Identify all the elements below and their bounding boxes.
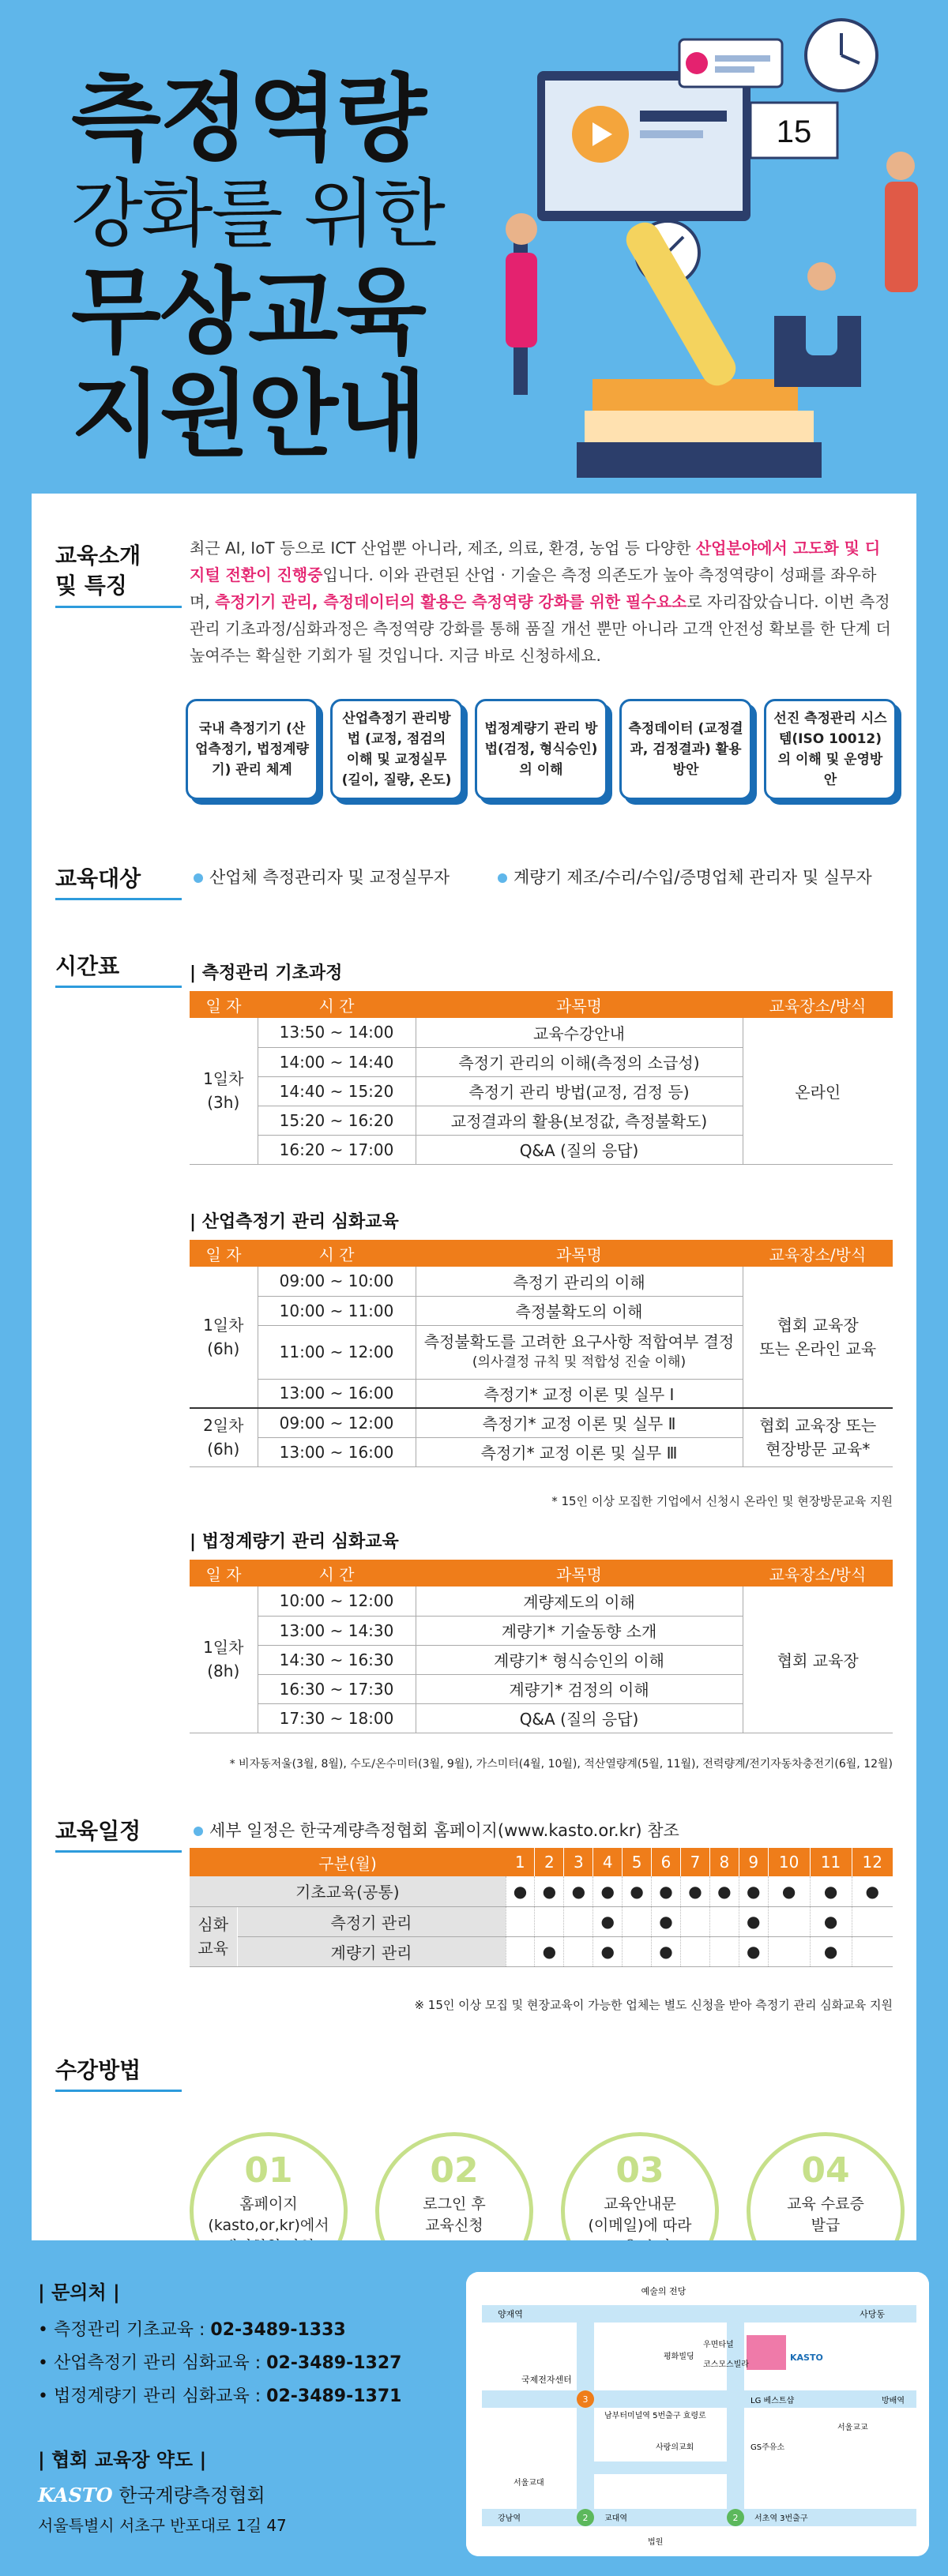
subway-line-2-icon: 2	[582, 2513, 589, 2523]
feature-box: 산업측정기 관리방법 (교정, 점검의 이해 및 교정실무(길이, 질량, 온도)	[330, 699, 463, 800]
map-label: 예술의 전당	[641, 2286, 687, 2296]
contact-phone: 02-3489-1333	[210, 2320, 346, 2340]
schedule-mark	[852, 1906, 893, 1936]
col-header: 일 자	[190, 1240, 258, 1267]
target-item	[194, 865, 450, 888]
time-cell: 09:00 ~ 10:00	[258, 1267, 416, 1296]
time-cell: 13:00 ~ 14:30	[258, 1616, 416, 1645]
address: 서울특별시 서초구 반포대로 1길 47	[38, 2516, 287, 2535]
schedule-mark: ●	[652, 1876, 681, 1906]
schedule-mark	[768, 1906, 810, 1936]
map-label: 양재역	[498, 2309, 523, 2319]
contact-line	[38, 2383, 401, 2407]
subway-line-3-icon: 3	[582, 2394, 589, 2405]
intro-highlight-1: 산업분야에서 고도화 및 디지털 전환이 진행중	[190, 539, 881, 584]
month-header: 7	[680, 1848, 709, 1876]
col-header: 과목명	[416, 1560, 743, 1587]
schedule-mark	[564, 1936, 593, 1966]
day-cell: 2일차 (6h)	[190, 1408, 258, 1466]
map-kasto-label: KASTO	[790, 2353, 823, 2363]
intro-title-line1: 교육소개	[55, 543, 141, 569]
subject-cell: Q&A (질의 응답)	[416, 1703, 743, 1733]
target-item-text: 계량기 제조/수리/수입/증명업체 관리자 및 실무자	[514, 868, 872, 887]
month-header: 6	[652, 1848, 681, 1876]
time-cell: 16:30 ~ 17:30	[258, 1674, 416, 1703]
month-header: 1	[506, 1848, 535, 1876]
map-label: 서울교교	[837, 2424, 868, 2432]
intro-title-line2: 및 특징	[55, 573, 127, 599]
step-number: 03	[615, 2150, 664, 2191]
step-number: 01	[244, 2150, 293, 2191]
subject-cell: 측정불확도의 이해	[416, 1296, 743, 1325]
col-header: 시 간	[258, 991, 416, 1018]
section-title-intro	[55, 541, 182, 608]
map-label: GS주유소	[750, 2443, 785, 2452]
basic-course-title: | 측정관리 기초과정	[190, 963, 343, 983]
kasto-logo: KASTO	[38, 2484, 113, 2507]
timer-number: 15	[776, 115, 812, 149]
place-cell: 협회 교육장 또는 현장방문 교육*	[743, 1408, 893, 1466]
subject-cell: 측정기* 교정 이론 및 실무 Ⅱ	[416, 1408, 743, 1437]
place-cell: 온라인	[743, 1018, 893, 1164]
schedule-mark: ●	[652, 1936, 681, 1966]
section-title-method: 수강방법	[55, 2053, 182, 2092]
bullet-icon	[194, 1827, 203, 1836]
time-cell: 13:00 ~ 16:00	[258, 1379, 416, 1408]
subject-cell: 측정기 관리의 이해(측정의 소급성)	[416, 1047, 743, 1076]
schedule-mark: ●	[593, 1906, 623, 1936]
feature-box: 국내 측정기기 (산업측정기, 법정계량기) 관리 체계	[186, 699, 318, 800]
intro-highlight-2: 측정기기 관리, 측정데이터의 활용은 측정역량 강화를 위한 필수요소	[215, 592, 687, 611]
deep-label-line1: 심화	[198, 1915, 229, 1934]
content-panel	[32, 494, 916, 2240]
industrial-row-label: 측정기 관리	[237, 1906, 506, 1936]
map-label: LG 베스트샵	[750, 2397, 795, 2405]
subject-cell: Q&A (질의 응답)	[416, 1135, 743, 1164]
calendar-intro	[194, 1818, 679, 1842]
intro-text-b: 입니다. 이와 관련된 산업 · 기술은 측정 의존도가 높아 측정역량이 성패를 좌우하며,	[190, 565, 877, 611]
map-label: 방배역	[882, 2397, 905, 2405]
location-map	[466, 2272, 929, 2556]
legal-note: * 비자동저울(3월, 8월), 수도/온수미터(3월, 9월), 가스미터(4월, 10월), 적산열량계(5월, 11월), 전력량계/전기자동차충전기(6월, 12월)	[229, 1758, 893, 1771]
schedule-mark	[564, 1906, 593, 1936]
deep-label-line2: 교육	[198, 1939, 229, 1958]
target-item	[498, 865, 872, 888]
schedule-mark	[709, 1906, 739, 1936]
month-header: 10	[768, 1848, 810, 1876]
subject-cell: 계량기* 형식승인의 이해	[416, 1645, 743, 1674]
schedule-mark: ●	[623, 1876, 652, 1906]
schedule-mark: ●	[564, 1876, 593, 1906]
contact-label: • 측정관리 기초교육 :	[38, 2320, 211, 2340]
schedule-mark: ●	[810, 1876, 852, 1906]
col-header: 시 간	[258, 1240, 416, 1267]
calendar-header-label: 구분(월)	[190, 1848, 506, 1876]
map-label: 법원	[648, 2538, 664, 2547]
contact-title: | 문의처 |	[38, 2281, 120, 2304]
basic-row-label: 기초교육(공통)	[190, 1876, 506, 1906]
subject-cell: 계량제도의 이해	[416, 1587, 743, 1616]
schedule-mark: ●	[852, 1876, 893, 1906]
section-title-calendar: 교육일정	[55, 1814, 182, 1853]
map-label: 사당동	[860, 2309, 885, 2319]
step-text: 홈페이지 (kasto,or,kr)에서	[208, 2195, 329, 2234]
subject-cell: 측정기 관리 방법(교정, 검정 등)	[416, 1076, 743, 1106]
contact-label: • 산업측정기 관리 심화교육 :	[38, 2353, 267, 2373]
feature-box: 측정데이터 (교정결과, 검정결과) 활용 방안	[619, 699, 752, 800]
intro-text-a: 최근 AI, IoT 등으로 ICT 산업뿐 아니라, 제조, 의료, 환경, 농업 등 다양한	[190, 539, 696, 558]
time-cell: 13:00 ~ 16:00	[258, 1437, 416, 1466]
hero-title-line3: 무상교육	[71, 257, 425, 366]
month-header: 8	[709, 1848, 739, 1876]
schedule-mark	[506, 1906, 535, 1936]
feature-boxes	[186, 699, 897, 802]
subject-cell: 측정기* 교정 이론 및 실무 Ⅲ	[416, 1437, 743, 1466]
step-text: 교육안내문 (이메일)에 따라	[588, 2195, 692, 2234]
hero-banner	[0, 0, 948, 494]
subject-cell: 계량기* 기술동향 소개	[416, 1616, 743, 1645]
industrial-course-title: | 산업측정기 관리 심화교육	[190, 1212, 399, 1232]
section-title-target: 교육대상	[55, 862, 182, 900]
schedule-mark	[680, 1936, 709, 1966]
schedule-mark	[623, 1936, 652, 1966]
month-header: 5	[623, 1848, 652, 1876]
calendar-note: ※ 15인 이상 모집 및 현장교육이 가능한 업체는 별도 신청을 받아 측정기 관리 심화교육 지원	[414, 1998, 893, 2012]
map-label: 서울교대	[514, 2479, 544, 2488]
col-header: 시 간	[258, 1560, 416, 1587]
schedule-mark: ●	[535, 1936, 564, 1966]
time-cell: 11:00 ~ 12:00	[258, 1325, 416, 1379]
calendar-intro-text: 세부 일정은 한국계량측정협회 홈페이지(www.kasto.or.kr) 참조	[209, 1821, 679, 1840]
col-header: 과목명	[416, 1240, 743, 1267]
feature-box: 법정계량기 관리 방법(검정, 형식승인)의 이해	[475, 699, 608, 800]
contact-phone: 02-3489-1371	[266, 2386, 402, 2406]
schedule-mark	[535, 1906, 564, 1936]
time-cell: 16:20 ~ 17:00	[258, 1135, 416, 1164]
section-title-timetable: 시간표	[55, 949, 182, 988]
schedule-mark	[680, 1906, 709, 1936]
contact-line	[38, 2316, 346, 2341]
map-label: 교대역	[604, 2514, 627, 2523]
industrial-note: * 15인 이상 모집한 기업에서 신청시 온라인 및 현장방문교육 지원	[551, 1494, 893, 1508]
time-cell: 17:30 ~ 18:00	[258, 1703, 416, 1733]
hero-title-line1: 측정역량	[71, 64, 425, 173]
org-name: 한국계량측정협회	[118, 2484, 265, 2507]
subject-cell: 교정결과의 활용(보정값, 측정불확도)	[416, 1106, 743, 1135]
schedule-mark: ●	[739, 1906, 768, 1936]
industrial-course-table	[190, 1240, 893, 1467]
month-header: 3	[564, 1848, 593, 1876]
schedule-mark: ●	[709, 1876, 739, 1906]
map-label: 우면타널	[703, 2341, 734, 2349]
day-cell: 1일차 (6h)	[190, 1267, 258, 1408]
step-text: 로그인 후 교육신청	[423, 2195, 486, 2234]
time-cell: 09:00 ~ 12:00	[258, 1408, 416, 1437]
schedule-mark	[506, 1936, 535, 1966]
month-header: 11	[810, 1848, 852, 1876]
intro-text-c: 로 자리잡았습니다. 이번 측정관리 기초과정/심화과정은 측정역량 강화를 통해 품질 개선 뿐만 아니라 고객 안전성 확보를 한 단계 더 높여주는 확실한 기회가 될 것입니다. 지금 바로 신청하세요.	[190, 592, 891, 665]
map-title: | 협회 교육장 약도 |	[38, 2449, 207, 2471]
col-header: 과목명	[416, 991, 743, 1018]
month-header: 2	[535, 1848, 564, 1876]
basic-course-table	[190, 991, 893, 1165]
map-label: 국제전자센터	[521, 2375, 572, 2385]
schedule-mark	[852, 1936, 893, 1966]
col-header: 일 자	[190, 991, 258, 1018]
col-header: 교육장소/방식	[743, 1240, 893, 1267]
step-text: 교육 수료증 발급	[787, 2195, 864, 2234]
feature-box: 선진 측정관리 시스템(ISO 10012)의 이해 및 운영방안	[764, 699, 897, 800]
time-cell: 13:50 ~ 14:00	[258, 1018, 416, 1047]
day-cell: 1일차 (8h)	[190, 1587, 258, 1733]
schedule-mark: ●	[593, 1876, 623, 1906]
subject-cell: 교육수강안내	[416, 1018, 743, 1047]
time-cell: 14:40 ~ 15:20	[258, 1076, 416, 1106]
time-cell: 10:00 ~ 12:00	[258, 1587, 416, 1616]
legal-course-table	[190, 1560, 893, 1733]
contact-line	[38, 2349, 401, 2374]
map-label: 평화빌딩	[664, 2353, 694, 2361]
time-cell: 14:00 ~ 14:40	[258, 1047, 416, 1076]
schedule-mark: ●	[810, 1906, 852, 1936]
map-label: 서초역 3번출구	[754, 2514, 808, 2523]
month-header: 12	[852, 1848, 893, 1876]
contact-phone: 02-3489-1327	[266, 2353, 402, 2373]
subject-cell: 측정기* 교정 이론 및 실무 Ⅰ	[416, 1379, 743, 1408]
deep-row-label	[190, 1906, 237, 1966]
schedule-mark	[768, 1936, 810, 1966]
time-cell: 15:20 ~ 16:20	[258, 1106, 416, 1135]
schedule-mark: ●	[680, 1876, 709, 1906]
bullet-icon	[194, 873, 203, 883]
schedule-mark: ●	[810, 1936, 852, 1966]
subject-subline: (의사결정 규칙 및 적합성 진술 이해)	[472, 1354, 687, 1370]
place-cell: 협회 교육장	[743, 1587, 893, 1733]
subject-cell	[416, 1325, 743, 1379]
measurement-illustration	[490, 16, 932, 490]
schedule-mark: ●	[593, 1936, 623, 1966]
subway-line-2-icon: 2	[732, 2513, 739, 2523]
subject-cell: 계량기* 검정의 이해	[416, 1674, 743, 1703]
col-header: 교육장소/방식	[743, 1560, 893, 1587]
step-number: 04	[801, 2150, 850, 2191]
col-header: 일 자	[190, 1560, 258, 1587]
schedule-mark: ●	[535, 1876, 564, 1906]
schedule-mark: ●	[739, 1876, 768, 1906]
schedule-mark: ●	[768, 1876, 810, 1906]
schedule-mark: ●	[739, 1936, 768, 1966]
map-label: 강남역	[498, 2514, 521, 2523]
subject-line: 측정불확도를 고려한 요구사항 적합여부 결정	[423, 1332, 735, 1351]
map-label: 코스모스빌라	[703, 2360, 749, 2369]
contact-label: • 법정계량기 관리 심화교육 :	[38, 2386, 267, 2406]
time-cell: 14:30 ~ 16:30	[258, 1645, 416, 1674]
calendar-table	[190, 1848, 893, 1967]
col-header: 교육장소/방식	[743, 991, 893, 1018]
hero-title-line4: 지원안내	[71, 360, 425, 469]
map-label: 사랑의교회	[656, 2443, 694, 2452]
month-header: 9	[739, 1848, 768, 1876]
hero-title-line2: 강화를 위한	[71, 171, 444, 257]
bullet-icon	[498, 873, 507, 883]
schedule-mark	[623, 1906, 652, 1936]
org-name-row	[38, 2480, 265, 2507]
legal-course-title: | 법정계량기 관리 심화교육	[190, 1532, 399, 1552]
target-item-text: 산업체 측정관리자 및 교정실무자	[209, 868, 450, 887]
subject-cell: 측정기 관리의 이해	[416, 1267, 743, 1296]
month-header: 4	[593, 1848, 623, 1876]
day-cell: 1일차 (3h)	[190, 1018, 258, 1164]
place-cell: 협회 교육장 또는 온라인 교육	[743, 1267, 893, 1408]
schedule-mark: ●	[506, 1876, 535, 1906]
map-label: 남부터미널역 5번출구 효령로	[604, 2412, 706, 2420]
time-cell: 10:00 ~ 11:00	[258, 1296, 416, 1325]
schedule-mark	[709, 1936, 739, 1966]
intro-paragraph	[190, 535, 893, 669]
step-number: 02	[430, 2150, 479, 2191]
legal-row-label: 계량기 관리	[237, 1936, 506, 1966]
schedule-mark: ●	[652, 1906, 681, 1936]
